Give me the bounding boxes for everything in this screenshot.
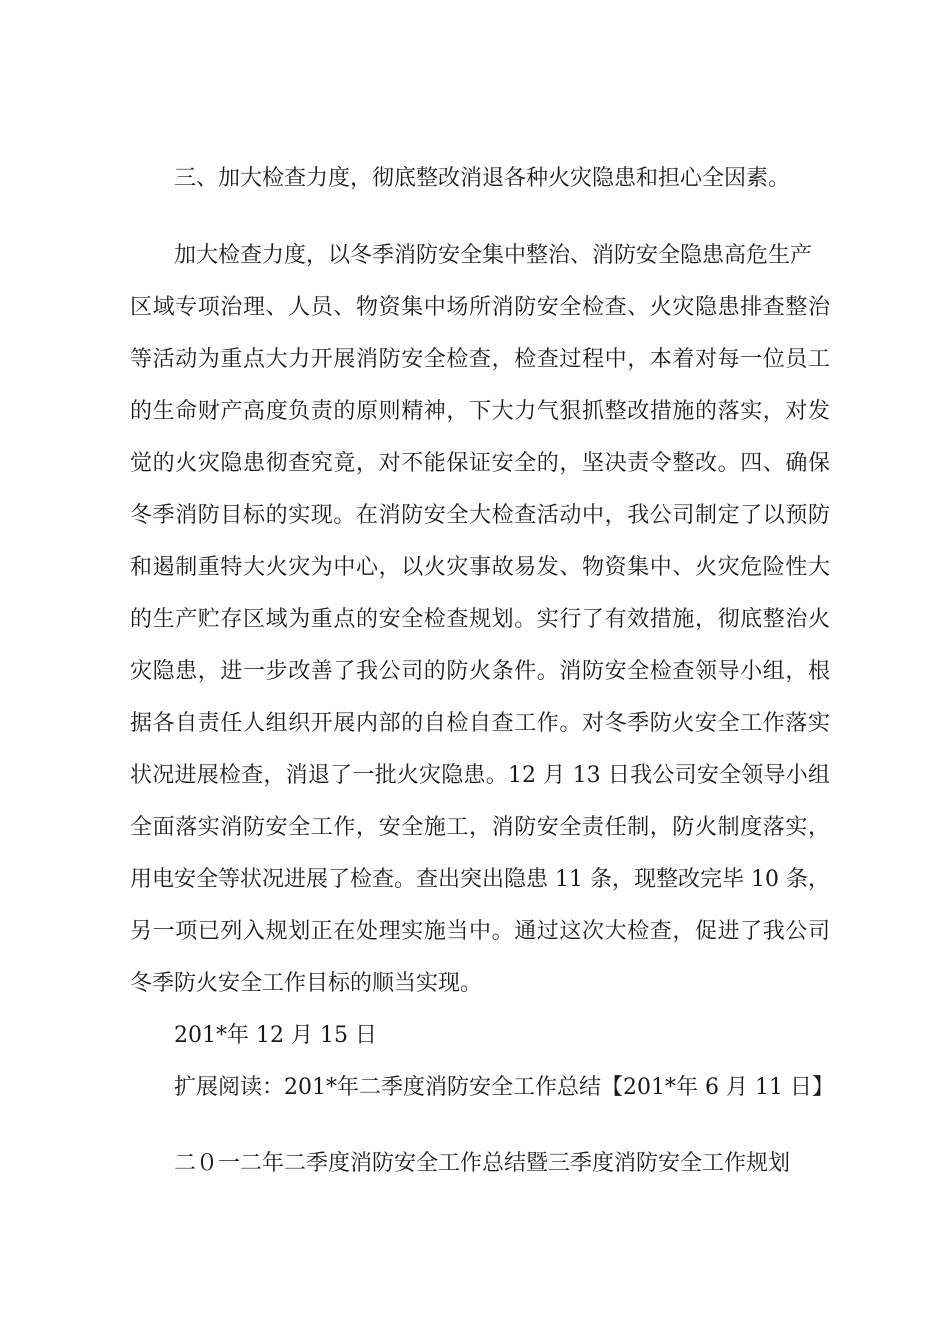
paragraph-line: 的生产贮存区域为重点的安全检查规划。实行了有效措施，彻底整治火 [130,607,830,632]
paragraph-line: 用电安全等状况进展了检查。查出突出隐患 11 条，现整改完毕 10 条， [130,867,830,892]
paragraph-line: 的生命财产高度负责的原则精神，下大力气狠抓整改措施的落实，对发 [130,399,830,424]
paragraph-line: 加大检查力度，以冬季消防安全集中整治、消防安全隐患高危生产 [174,243,813,268]
paragraph-line: 全面落实消防安全工作，安全施工，消防安全责任制，防火制度落实， [130,815,830,840]
paragraph-line: 状况进展检查，消退了一批火灾隐患。12 月 13 日我公司安全领导小组 [130,763,830,788]
section-heading: 三、加大检查力度，彻底整改消退各种火灾隐患和担心全因素。 [174,166,791,191]
paragraph-line: 等活动为重点大力开展消防安全检查，检查过程中，本着对每一位员工 [130,347,830,372]
paragraph-line: 冬季消防目标的实现。在消防安全大检查活动中，我公司制定了以预防 [130,503,830,528]
next-document-title: 二０一二年二季度消防安全工作总结暨三季度消防安全工作规划 [174,1151,791,1176]
paragraph-line: 和遏制重特大火灾为中心，以火灾事故易发、物资集中、火灾危险性大 [130,555,830,580]
paragraph-line: 觉的火灾隐患彻查究竟，对不能保证安全的，坚决责令整改。四、确保 [130,451,830,476]
paragraph-line: 冬季防火安全工作目标的顺当实现。 [130,971,483,996]
document-date: 201*年 12 月 15 日 [174,1023,377,1048]
paragraph-line: 另一项已列入规划正在处理实施当中。通过这次大检查，促进了我公司 [130,919,830,944]
paragraph-line: 灾隐患，进一步改善了我公司的防火条件。消防安全检查领导小组，根 [130,659,830,684]
extended-reading-line: 扩展阅读：201*年二季度消防安全工作总结【201*年 6 月 11 日】 [174,1075,834,1100]
paragraph-line: 区域专项治理、人员、物资集中场所消防安全检查、火灾隐患排查整治 [130,295,830,320]
paragraph-line: 据各自责任人组织开展内部的自检自查工作。对冬季防火安全工作落实 [130,711,830,736]
